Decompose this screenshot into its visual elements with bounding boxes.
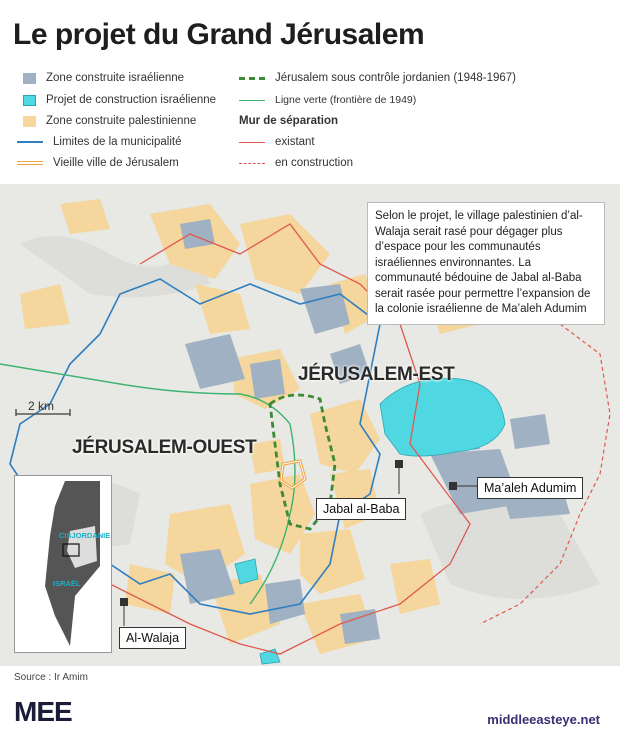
label-jerusalem-west: JÉRUSALEM-OUEST <box>72 437 257 458</box>
swatch <box>23 95 36 106</box>
swatch <box>17 141 43 143</box>
marker-maaleh <box>449 482 457 490</box>
annotation-box: Selon le projet, le village palestinien d’al-Walaja serait rasé pour dégager plus d’espace pour les communautés israéliennes environnantes. La communauté bédouine de Jabal al-Baba serait rasée pour permettre l’expansion de la colonie israélienne de Ma’aleh Adumim <box>367 202 605 325</box>
legend-item-israeli-built <box>23 72 184 84</box>
legend-item-palestinian-built <box>23 115 196 127</box>
label-maaleh-adumim: Ma’aleh Adumim <box>477 477 583 499</box>
legend <box>0 70 620 180</box>
legend-label: Vieille ville de Jérusalem <box>53 157 179 169</box>
swatch <box>239 142 265 143</box>
source-note: Source : Ir Amim <box>14 672 88 683</box>
marker-jabal <box>395 460 403 468</box>
legend-item-wall-existing <box>239 136 315 148</box>
inset-label-israel: ISRAËL <box>53 579 81 588</box>
legend-label: Ligne verte (frontière de 1949) <box>275 94 417 106</box>
legend-item-green-line <box>239 94 416 106</box>
legend-label: Zone construite palestinienne <box>46 115 197 127</box>
mee-logo: MEE <box>14 696 72 727</box>
label-al-walaja: Al-Walaja <box>119 627 186 649</box>
legend-label: Limites de la municipalité <box>53 136 182 148</box>
swatch <box>239 77 265 80</box>
inset-label-cisjordanie: CISJORDANIE <box>59 531 111 540</box>
inset-canvas <box>15 476 111 652</box>
legend-label: en construction <box>275 157 353 169</box>
legend-item-jordanian <box>239 72 516 84</box>
page-title: Le projet du Grand Jérusalem <box>13 18 425 51</box>
legend-label: Jérusalem sous contrôle jordanien (1948-1967) <box>275 72 517 84</box>
legend-item-wall-construction <box>239 157 353 169</box>
legend-label: Projet de construction israélienne <box>46 94 217 106</box>
marker-walaja <box>120 598 128 606</box>
legend-heading-wall <box>239 115 338 127</box>
swatch <box>239 163 265 164</box>
label-jabal-al-baba: Jabal al-Baba <box>316 498 406 520</box>
swatch <box>23 116 36 127</box>
legend-label: existant <box>275 136 315 148</box>
scale-label: 2 km <box>28 399 55 413</box>
legend-item-municipality <box>17 136 181 148</box>
legend-item-old-city <box>17 157 179 169</box>
legend-heading: Mur de séparation <box>239 115 339 127</box>
site-url[interactable]: middleeasteye.net <box>487 712 600 727</box>
label-jerusalem-east: JÉRUSALEM-EST <box>298 364 455 385</box>
legend-label: Zone construite israélienne <box>46 72 185 84</box>
inset-map <box>14 475 112 653</box>
swatch <box>239 100 265 101</box>
swatch <box>23 73 36 84</box>
legend-item-israeli-project <box>23 94 216 106</box>
swatch <box>17 161 43 165</box>
